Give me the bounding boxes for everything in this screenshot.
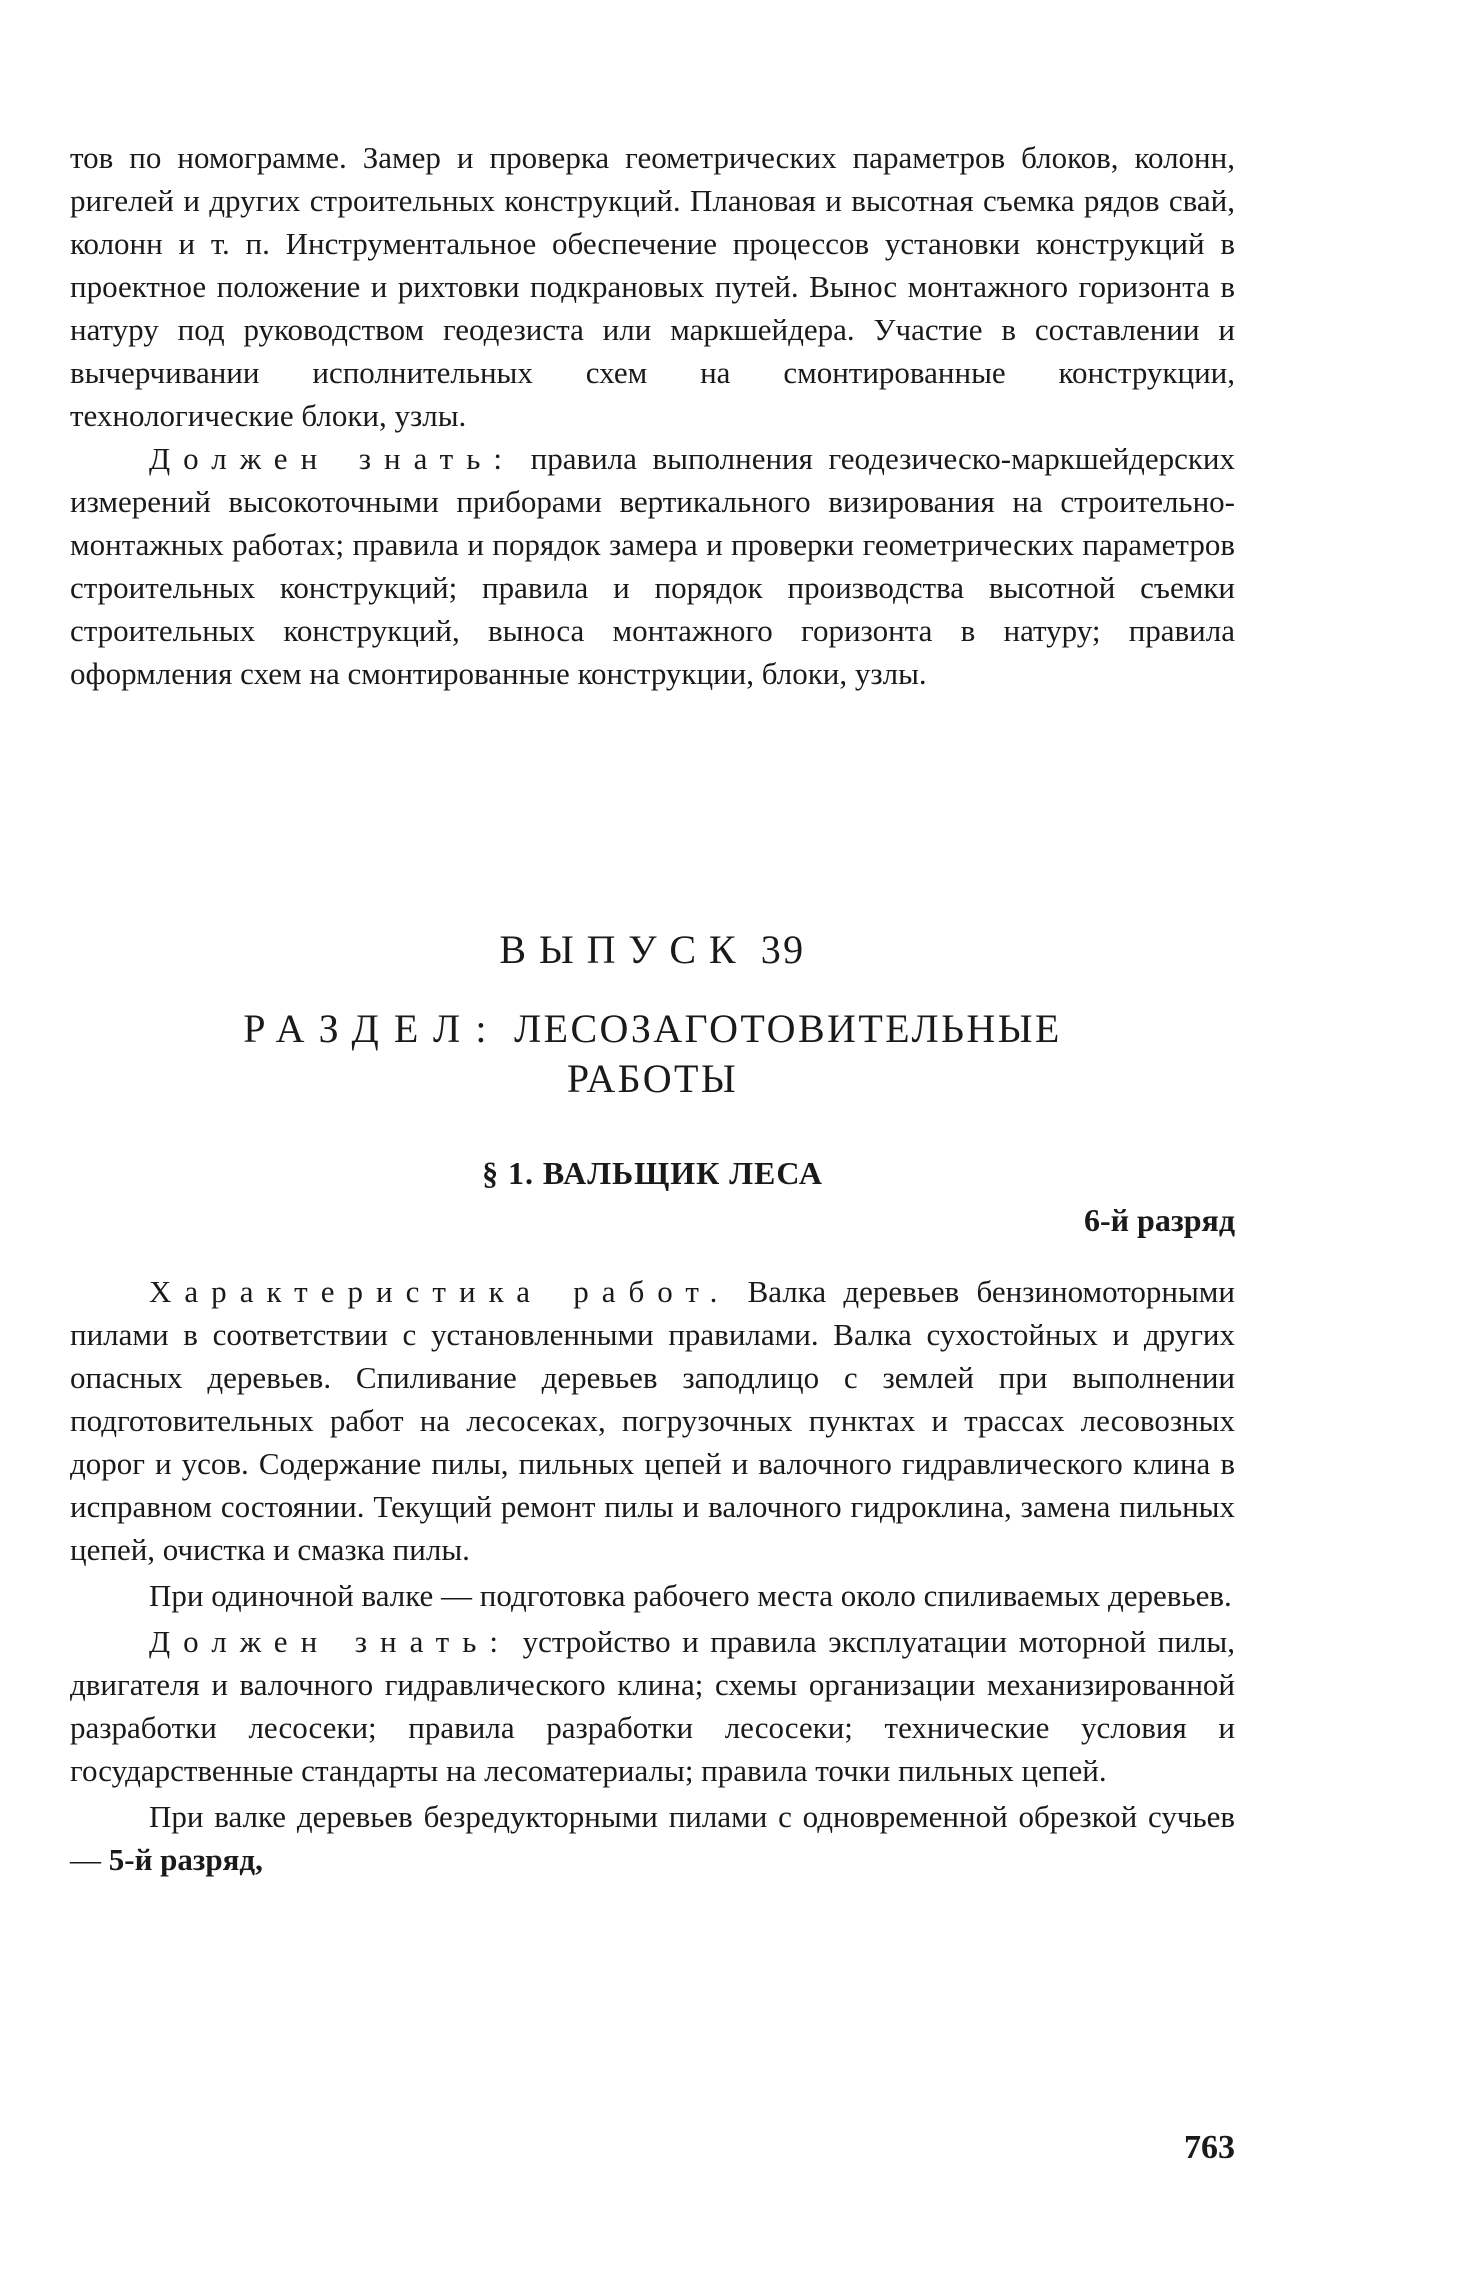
grade-note-paragraph xyxy=(70,1795,1235,1881)
profession-title: ВАЛЬЩИК ЛЕСА xyxy=(542,1155,823,1191)
section-label: РАЗДЕЛ: xyxy=(243,1006,502,1051)
must-know-paragraph-2 xyxy=(70,1620,1235,1792)
must-know-text: правила выполнения геодезическо-маркшейдерских измерений высокоточными приборами вертикального визирования на строительно-монтажных работах; правила и порядок замера и проверки геометрических параметров строительных конструкций; правила и порядок производства высотной съемки строительных конструкций, выноса монтажного горизонта в натуру; правила оформления схем на смонтированные конструкции, блоки, узлы. xyxy=(70,441,1235,691)
grade-label: 6-й разряд xyxy=(1083,1202,1235,1238)
page-number: 763 xyxy=(1184,2129,1235,2166)
issue-number: 39 xyxy=(760,927,806,972)
section-title-line1: ЛЕСОЗАГОТОВИТЕЛЬНЫЕ xyxy=(514,1006,1062,1051)
grade-note-text: При валке деревьев безредукторными пилами с одновременной обрезкой сучьев — xyxy=(70,1799,1235,1877)
must-know-text-2: устройство и правила эксплуатации моторной пилы, двигателя и валочного гидравлического клина; схемы организации механизированной разработки лесосеки; правила разработки лесосеки; технические условия и государственные стандарты на лесоматериалы; правила точки пильных цепей. xyxy=(70,1624,1236,1788)
paragraph-title xyxy=(70,1153,1235,1193)
work-characteristics-paragraph xyxy=(70,1270,1235,1571)
single-felling-paragraph: При одиночной валке — подготовка рабочего места около спиливаемых деревьев. xyxy=(149,1578,1232,1613)
profession-body xyxy=(70,1270,1235,1881)
work-characteristics-label: Характеристика работ. xyxy=(149,1274,731,1309)
work-description-continuation: тов по номограмме. Замер и проверка геометрических параметров блоков, колонн, ригелей и других строительных конструкций. Плановая и высотная съемка рядов свай, колонн и т. п. Инструментальное обеспечение процессов установки конструкций в проектное положение и рихтовки подкрановых путей. Вынос монтажного горизонта в натуру под руководством геодезиста или маркшейдера. Участие в составлении и вычерчивании исполнительных схем на смонтированные конструкции, технологические блоки, узлы. xyxy=(70,140,1235,433)
section-title-line2: РАБОТЫ xyxy=(566,1056,739,1101)
must-know-paragraph xyxy=(70,437,1235,695)
must-know-label-2: Должен знать: xyxy=(149,1624,511,1659)
issue-heading xyxy=(70,926,1235,974)
work-characteristics-text: Валка деревьев бензиномоторными пилами в соответствии с установленными правилами. Валка сухостойных и других опасных деревьев. Спиливание деревьев заподлицо с землей при выполнении подготовительных работ на лесосеках, погрузочных пунктах и трассах лесовозных дорог и усов. Содержание пилы, пильных цепей и валочного гидравлического клина в исправном состоянии. Текущий ремонт пилы и валочного гидроклина, замена пильных цепей, очистка и смазка пилы. xyxy=(70,1274,1235,1567)
paragraph-number: § 1. xyxy=(482,1155,534,1191)
must-know-label: Должен знать: xyxy=(149,441,516,476)
section-heading xyxy=(70,1005,1235,1053)
previous-profession-continuation xyxy=(70,136,1235,695)
issue-label: ВЫПУСК xyxy=(499,927,749,972)
section-heading-line2 xyxy=(70,1055,1235,1103)
grade-note-value: 5-й разряд, xyxy=(108,1842,263,1877)
